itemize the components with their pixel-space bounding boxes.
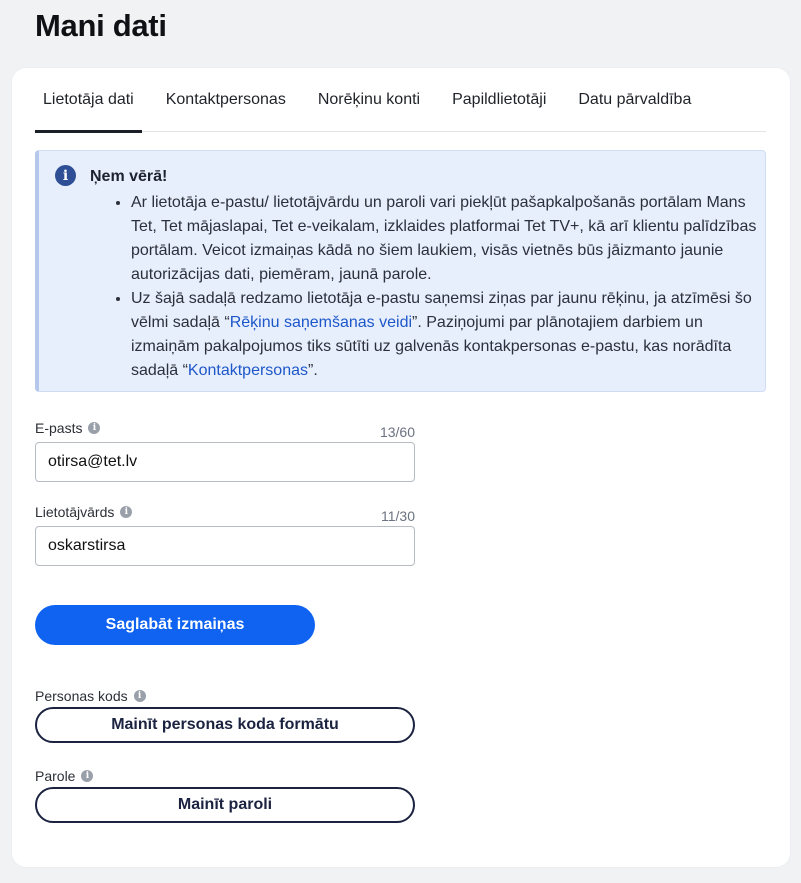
save-button[interactable]: Saglabāt izmaiņas (35, 605, 315, 645)
tab-bar (35, 68, 766, 132)
email-counter: 13/60 (379, 424, 415, 440)
notice-title: Ņem vērā! (90, 168, 168, 185)
username-counter: 11/30 (381, 508, 415, 524)
notice-list (109, 191, 759, 383)
billing-methods-link[interactable]: Rēķinu saņemšanas veidi (229, 314, 413, 331)
tab-billing-accounts[interactable]: Norēķinu konti (317, 91, 421, 108)
notice-item-2: • Uz šajā sadaļā redzamo lietotāja e-pastu saņemsi ziņas par jaunu rēķinu, ja atzīmēsi šo vēlmi sadaļā “Rēķinu saņemšanas veidi”. Paziņojumi par plānotajiem darbiem un izmaiņām pakalpojumos tiks sūtīti uz galvenās kontakpersonas e-pastu, kas norādīta sadaļā “Kontaktpersonas”. (131, 287, 759, 383)
tab-contact-persons[interactable]: Kontaktpersonas (165, 91, 286, 108)
username-label: Lietotājvārds i (35, 504, 132, 520)
change-password-button[interactable]: Mainīt paroli (35, 787, 415, 823)
contact-persons-link[interactable]: Kontaktpersonas (187, 362, 308, 379)
personal-code-label: Personas kods i (35, 688, 146, 704)
tab-user-data[interactable]: Lietotāja dati (35, 68, 142, 132)
notice-box (35, 150, 766, 392)
password-label: Parole i (35, 768, 93, 784)
user-data-card (12, 68, 790, 867)
tab-data-management[interactable]: Datu pārvaldība (578, 91, 692, 108)
username-input[interactable] (35, 526, 415, 566)
email-label: E-pasts i (35, 420, 100, 436)
personal-code-info-icon[interactable]: i (134, 690, 146, 702)
username-info-icon[interactable]: i (120, 506, 132, 518)
email-input[interactable] (35, 442, 415, 482)
page-title: Mani dati (35, 8, 167, 43)
password-info-icon[interactable]: i (81, 770, 93, 782)
change-personal-code-format-button[interactable]: Mainīt personas koda formātu (35, 707, 415, 743)
notice-item-1: • Ar lietotāja e-pastu/ lietotājvārdu un paroli vari piekļūt pašapkalpošanās portālam Mans Tet, Tet mājaslapai, Tet e-veikalam, izklaides platformai Tet TV+, kā arī klientu palīdzības portālam. Veicot izmaiņas kādā no šiem laukiem, visās vietnēs būs jāizmanto jaunie autorizācijas dati, piemēram, jaunā parole. (131, 191, 759, 287)
info-icon: i (55, 165, 76, 186)
tab-additional-users[interactable]: Papildlietotāji (452, 91, 547, 108)
email-info-icon[interactable]: i (88, 422, 100, 434)
